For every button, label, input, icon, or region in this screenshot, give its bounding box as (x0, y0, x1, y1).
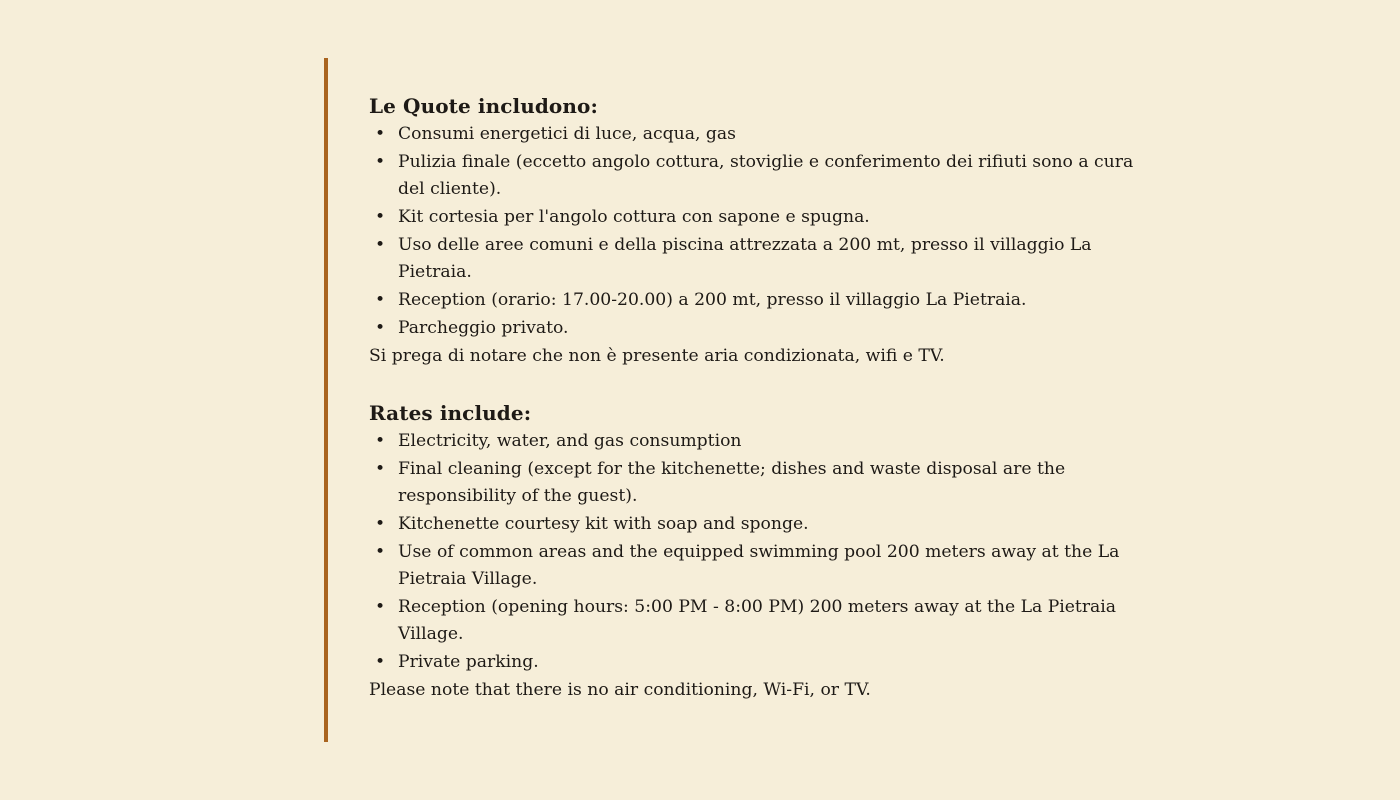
bullet-icon: • (375, 235, 386, 255)
list-item-text: Parcheggio privato. (398, 318, 569, 338)
bullet-icon: • (375, 459, 386, 479)
list-item-text: Uso delle aree comuni e della piscina attrezzata a 200 mt, presso il villaggio La Pietraia. (398, 235, 1092, 282)
included-items-list (369, 121, 1159, 342)
bullet-icon: • (375, 290, 386, 310)
list-item (369, 649, 1159, 676)
section-note: Si prega di notare che non è presente aria condizionata, wifi e TV. (369, 346, 945, 366)
list-item-text: Pulizia finale (eccetto angolo cottura, stoviglie e conferimento dei rifiuti sono a cura del cliente). (398, 152, 1134, 199)
list-item (369, 539, 1159, 593)
accent-rule (324, 58, 328, 742)
list-item (369, 315, 1159, 342)
bullet-icon: • (375, 597, 386, 617)
list-item-text: Electricity, water, and gas consumption (398, 431, 742, 451)
section-heading: Rates include: (369, 401, 532, 425)
section-heading: Le Quote includono: (369, 94, 598, 118)
bullet-icon: • (375, 652, 386, 672)
list-item-text: Use of common areas and the equipped swimming pool 200 meters away at the La Pietraia Village. (398, 542, 1120, 589)
list-item-text: Final cleaning (except for the kitchenette; dishes and waste disposal are the responsibility of the guest). (398, 459, 1066, 506)
list-item-text: Kitchenette courtesy kit with soap and sponge. (398, 514, 809, 534)
section-note: Please note that there is no air conditioning, Wi-Fi, or TV. (369, 680, 871, 700)
english-section (369, 399, 1159, 704)
list-item (369, 511, 1159, 538)
italian-section (369, 92, 1159, 370)
list-item (369, 428, 1159, 455)
bullet-icon: • (375, 318, 386, 338)
document-content (369, 92, 1159, 704)
bullet-icon: • (375, 207, 386, 227)
list-item-text: Consumi energetici di luce, acqua, gas (398, 124, 736, 144)
list-item (369, 149, 1159, 203)
list-item (369, 456, 1159, 510)
list-item-text: Private parking. (398, 652, 539, 672)
bullet-icon: • (375, 514, 386, 534)
bullet-icon: • (375, 542, 386, 562)
list-item-text: Reception (opening hours: 5:00 PM - 8:00 PM) 200 meters away at the La Pietraia Village. (398, 597, 1117, 644)
list-item (369, 121, 1159, 148)
bullet-icon: • (375, 152, 386, 172)
list-item-text: Kit cortesia per l'angolo cottura con sapone e spugna. (398, 207, 870, 227)
list-item (369, 287, 1159, 314)
list-item (369, 232, 1159, 286)
bullet-icon: • (375, 124, 386, 144)
list-item (369, 204, 1159, 231)
list-item-text: Reception (orario: 17.00-20.00) a 200 mt, presso il villaggio La Pietraia. (398, 290, 1027, 310)
list-item (369, 594, 1159, 648)
bullet-icon: • (375, 431, 386, 451)
included-items-list (369, 428, 1159, 676)
